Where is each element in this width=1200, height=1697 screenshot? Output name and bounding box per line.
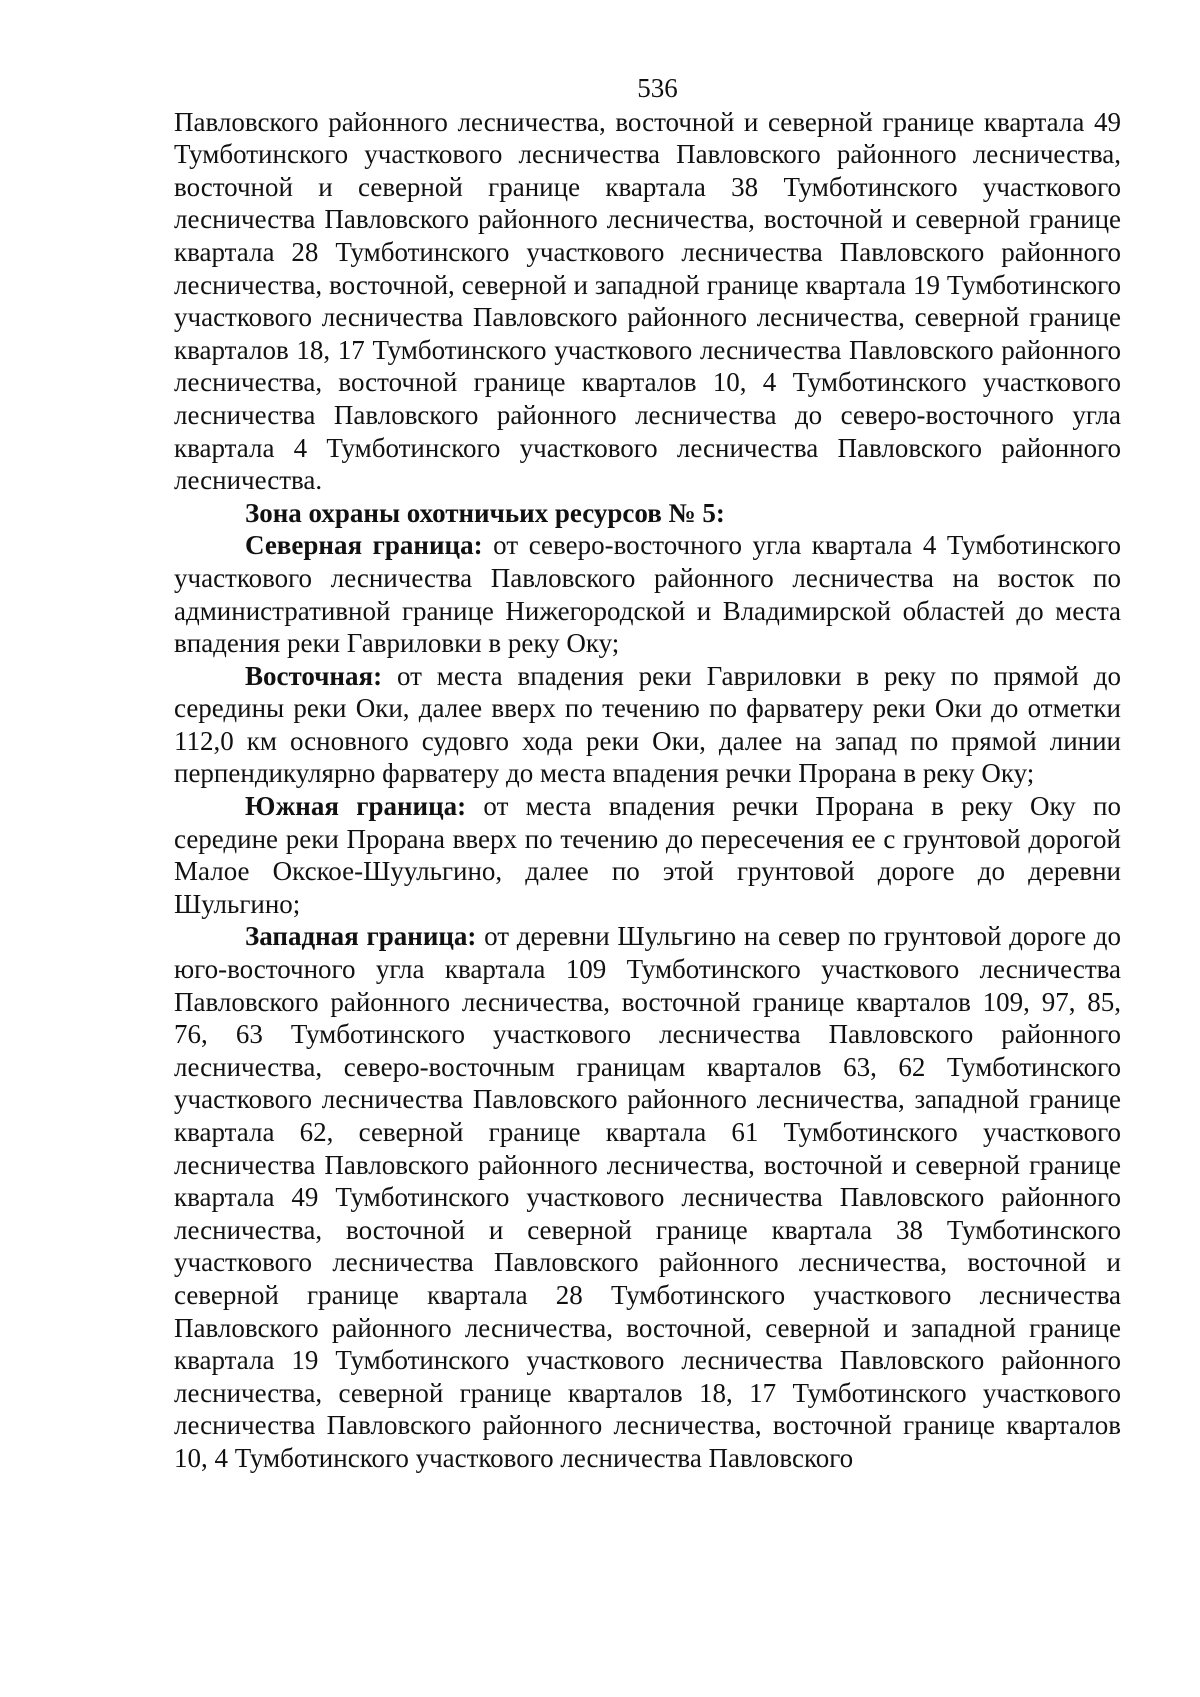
south-boundary-label: Южная граница:: [245, 791, 467, 822]
document-page: [174, 72, 1121, 1475]
intro-paragraph: Павловского районного лесничества, восточной и северной границе квартала 49 Тумботинского участкового лесничества Павловского районного лесничества, восточной и северной границе квартала 38 Тумботинского участкового лесничества Павловского районного лесничества, восточной и северной границе квартала 28 Тумботинского участкового лесничества Павловского районного лесничества, восточной, северной и западной границе квартала 19 Тумботинского участкового лесничества Павловского районного лесничества, северной границе кварталов 18, 17 Тумботинского участкового лесничества Павловского районного лесничества, восточной границе кварталов 10, 4 Тумботинского участкового лесничества Павловского районного лесничества до северо-восточного угла квартала 4 Тумботинского участкового лесничества Павловского районного лесничества.: [174, 106, 1121, 496]
north-boundary-text: от северо-восточного угла квартала 4 Тумботинского участкового лесничества Павловского районного лесничества на восток по административной границе Нижегородской и Владимирской областей до места впадения реки Гавриловки в реку Оку;: [174, 530, 1121, 659]
west-boundary-paragraph: [174, 920, 1121, 1474]
north-boundary-label: Северная граница:: [245, 530, 483, 561]
west-boundary-label: Западная граница:: [245, 921, 477, 952]
west-boundary-text: от деревни Шульгино на север по грунтовой дороге до юго-восточного угла квартала 109 Тумботинского участкового лесничества Павловского районного лесничества, восточной границе кварталов 109, 97, 85, 76, 63 Тумботинского участкового лесничества Павловского районного лесничества, северо-восточным границам кварталов 63, 62 Тумботинского участкового лесничества Павловского районного лесничества, западной границе квартала 62, северной границе квартала 61 Тумботинского участкового лесничества Павловского районного лесничества, восточной и северной границе квартала 49 Тумботинского участкового лесничества Павловского районного лесничества, восточной и северной границе квартала 38 Тумботинского участкового лесничества Павловского районного лесничества, восточной и северной границе квартала 28 Тумботинского участкового лесничества Павловского районного лесничества, восточной, северной и западной границе квартала 19 Тумботинского участкового лесничества Павловского районного лесничества, северной границе кварталов 18, 17 Тумботинского участкового лесничества Павловского районного лесничества, восточной границе кварталов 10, 4 Тумботинского участкового лесничества Павловского: [174, 921, 1121, 1473]
zone-heading: Зона охраны охотничьих ресурсов № 5:: [245, 497, 725, 528]
north-boundary-paragraph: [174, 529, 1121, 659]
east-boundary-text: от места впадения реки Гавриловки в реку по прямой до середины реки Оки, далее вверх по течению по фарватеру реки Оки до отметки 112,0 км основного судовго хода реки Оки, далее на запад по прямой линии перпендикулярно фарватеру до места впадения речки Прорана в реку Оку;: [174, 660, 1121, 789]
south-boundary-text: от места впадения речки Прорана в реку Оку по середине реки Прорана вверх по течению до пересечения ее с грунтовой дорогой Малое Окское-Шуульгино, далее по этой грунтовой дороге до деревни Шульгино;: [174, 791, 1121, 919]
east-boundary-label: Восточная:: [245, 660, 383, 691]
south-boundary-paragraph: [174, 790, 1121, 920]
page-number: 536: [637, 73, 678, 103]
east-boundary-paragraph: [174, 660, 1121, 790]
